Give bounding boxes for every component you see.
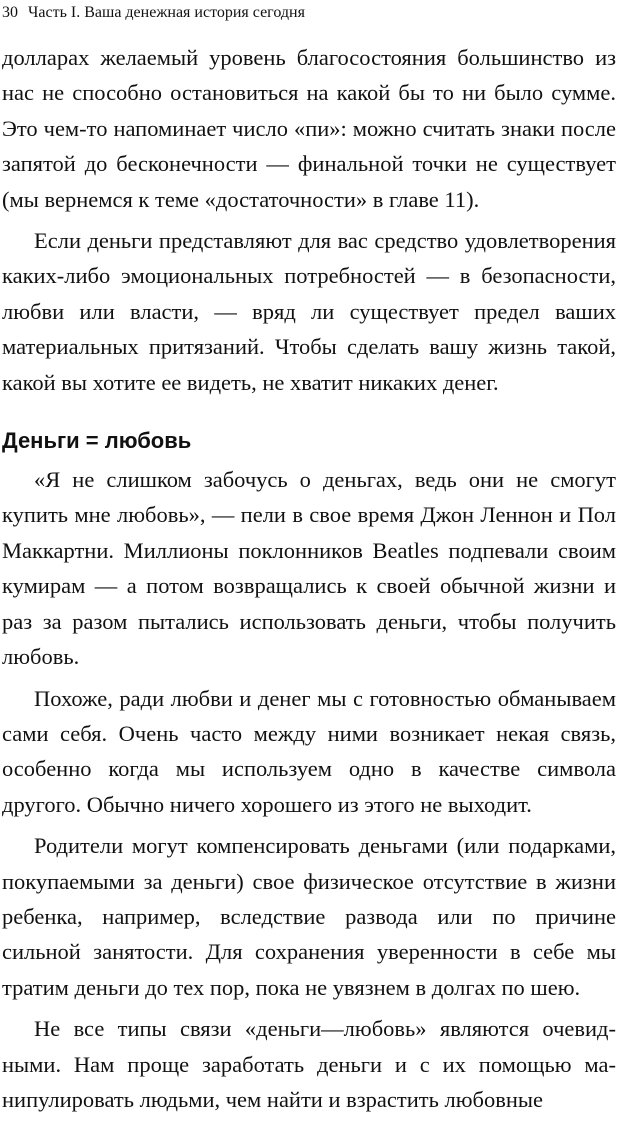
page-number: 30 bbox=[2, 4, 18, 21]
body-text bbox=[2, 40, 616, 1117]
running-title: Часть I. Ваша денежная история сегодня bbox=[28, 4, 305, 21]
paragraph: Родители могут компенсировать деньгами (или подарками, покупаемыми за деньги) свое физическое отсутствие в жизни ребенка, например, вследствие развода или по причине сильной занятости. Для сохранения уверенности в себе мы тратим деньги до тех пор, пока не увязнем в долгах по шею. bbox=[2, 833, 616, 1000]
paragraph-continues: Не все типы связи «деньги—любовь» являются очевидными. Нам проще заработать деньги и с их помощью манипулировать людьми, чем найти и взрастить любовные bbox=[2, 1016, 616, 1112]
section-heading: Деньги = любовь bbox=[2, 428, 192, 454]
paragraph: Если деньги представляют для вас средство удовлетворения каких-либо эмоциональных потребностей — в безопасности, любви или власти, — вряд ли существует предел ваших материальных притязаний. Чтобы сделать вашу жизнь такой, какой вы хотите ее видеть, не хватит никаких денег. bbox=[2, 228, 616, 395]
paragraph: «Я не слишком забочусь о деньгах, ведь они не смогут купить мне любовь», — пели в свое время Джон Леннон и Пол Маккартни. Миллионы поклонников Beatles подпевали своим кумирам — а потом возвращались к своей обычной жизни и раз за разом пытались использовать деньги, чтобы получить любовь. bbox=[2, 467, 616, 670]
paragraph-continued: долларах желаемый уровень благосостояния большинство из нас не способно остановиться на какой бы то ни было сумме. Это чем-то напоминает число «пи»: можно считать знаки после запятой до бесконечности — финальной точки не существует (мы вернемся к теме «достаточности» в главе 11). bbox=[2, 45, 616, 212]
running-header bbox=[2, 3, 305, 23]
paragraph: Похоже, ради любви и денег мы с готовностью обманываем сами себя. Очень часто между ними возникает некая связь, особенно когда мы используем одно в качестве символа другого. Обычно ничего хорошего из этого не выходит. bbox=[2, 685, 616, 817]
